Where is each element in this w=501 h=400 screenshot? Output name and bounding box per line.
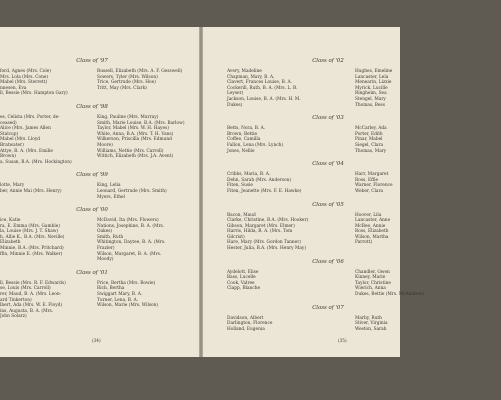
alumna-entry: Fiten, Susie: [227, 183, 253, 189]
alumna-entry: lbert, Ada (Mrs. W. E. Floyd): [0, 303, 63, 309]
alumna-entry: Hare, Mary (Mrs. Gordon Tanner): [227, 240, 301, 246]
alumna-entry: Leonard, Gertrude (Mrs. Smith): [97, 188, 167, 194]
section-right-list: [355, 269, 425, 298]
alumna-entry: Ringheim, Sea: [355, 91, 387, 97]
alumna-entry: Attye, R. A. (Mrs. Emilie: [0, 148, 53, 154]
alumna-entry: Weber, Clara: [355, 188, 384, 194]
section-left-list: [0, 69, 92, 97]
alumna-entry: [0, 195, 92, 201]
alumna-entry: John Solarz): [0, 314, 27, 320]
alumna-entry: Brown): [0, 154, 16, 160]
alumna-entry: Holland, Eugenia: [227, 326, 265, 332]
section-left-list: [227, 172, 345, 194]
section-left-list: [227, 126, 345, 154]
right-book-page: [203, 27, 425, 357]
alumna-entry: Hughes, Emeline: [355, 69, 393, 74]
alumna-entry: Porter, Edith: [355, 131, 383, 137]
alumna-entry: Mrs. Lola (Mrs. Cone): [0, 74, 49, 80]
section-right-list: [97, 218, 197, 263]
alumna-entry: Weston, Sarah: [355, 326, 387, 332]
alumna-entry: Thomas, Mary: [355, 148, 387, 154]
class-heading: Class of '05: [312, 201, 344, 208]
alumna-entry: Myers, Ethel: [97, 194, 125, 200]
section-right-list: [355, 126, 403, 154]
alumna-entry: Taylor, Mabel (Mrs. W. H. Hayes): [97, 126, 169, 132]
alumna-entry: Whitington, Daytee, B. A. (Mrs.: [97, 240, 166, 246]
alumna-entry: Cook, Valree: [227, 280, 255, 286]
alumna-entry: Jackson, Louise, B. A. (Mrs. H. M.: [227, 96, 301, 102]
class-heading: Class of '98: [76, 103, 108, 110]
alumna-entry: Stalcup): [0, 131, 19, 137]
section-right-list: [97, 183, 197, 200]
alumna-entry: Stiver, Virginia: [355, 321, 388, 327]
section-right-list: [355, 69, 403, 108]
alumna-entry: ard Tinkerton): [0, 297, 32, 303]
left-book-page: [0, 27, 199, 357]
alumna-entry: nnesen, Eva: [0, 85, 27, 91]
alumna-entry: Moore): [97, 142, 113, 148]
section-right-list: [97, 115, 197, 165]
column-right: [355, 51, 425, 334]
alumna-entry: Turner, Lena, B. A.: [97, 297, 139, 303]
section-right-list: [97, 69, 197, 97]
alumna-entry: Wilkerson, Priscilla (Mrs. Edmund: [97, 137, 172, 143]
alumna-entry: Hoover, Lila: [355, 212, 382, 218]
alumna-entry: ffin, Minnie E. (Mrs. Walker): [0, 251, 63, 257]
alumna-entry: Harr, Margaret: [355, 172, 389, 178]
alumna-entry: es, Celista (Mrs. Porter, de-: [0, 114, 60, 120]
alumna-entry: Dehn, Sarah (Mrs. Anderson): [227, 177, 292, 183]
alumna-entry: Fiten, Jeanette (Mrs. F. E. Hawke): [227, 188, 302, 194]
alumna-entry: ll, Bessie (Mrs. R. F. Edwards): [0, 280, 66, 286]
section-left-list: [227, 69, 345, 108]
class-heading: Class of '03: [312, 115, 344, 122]
alumna-entry: Clarke, Christine, B.A. (Mrs. Hooker): [227, 218, 309, 224]
alumna-entry: Smith, Ruth: [97, 234, 124, 240]
alumna-entry: ra, E. Emma (Mrs. Gamble): [0, 223, 60, 229]
alumna-entry: Aydelott, Elise: [227, 269, 259, 275]
alumna-entry: Menearin, Lizzie: [355, 80, 392, 86]
alumna-entry: Chapman, Mary, B. A.: [227, 74, 275, 80]
alumna-entry: Parrott): [355, 240, 373, 246]
alumna-entry: Hester, Julia, B.A. (Mrs. Henry May): [227, 246, 307, 252]
alumna-entry: Oakes): [97, 229, 113, 235]
alumna-entry: White, Anna, B.A. (Mrs. T. H. Vans): [97, 131, 174, 137]
alumna-entry: Minnie, B.A. (Mrs. Pritchard): [0, 246, 64, 252]
alumna-entry: Alice (Mrs. James Allen: [0, 126, 51, 132]
alumna-entry: Rich, Bertha: [97, 286, 125, 292]
alumna-entry: a, Susan, B.A. (Mrs. Hockington): [0, 159, 72, 165]
alumna-entry: Betts, Nora, B. A.: [227, 126, 266, 132]
alumna-entry: Fallon, Lena (Mrs. Lynch): [227, 142, 284, 148]
alumna-entry: Trice, Gertrude (Mrs. Hoe): [97, 80, 156, 86]
alumna-entry: Bacon, Maud: [227, 212, 256, 218]
alumna-entry: ice, Katie: [0, 218, 21, 224]
alumna-entry: Lancaster, Lela: [355, 74, 389, 80]
alumna-entry: Cockerill, Ruth, B. A. (Mrs. L. B.: [227, 85, 298, 91]
alumna-entry: [355, 246, 403, 252]
alumna-entry: Pinar, Mabel: [355, 137, 383, 143]
alumna-entry: Wilson, Martha: [355, 234, 389, 240]
alumna-entry: [97, 160, 197, 166]
alumna-entry: Tritt, May (Mrs. Clark): [97, 85, 147, 91]
alumna-entry: Marby, Ruth: [355, 315, 382, 321]
alumna-entry: Dukes, Bettie (Mrs. McAndrew): [355, 292, 425, 298]
alumna-entry: Russell, Elizabeth (Mrs. A. F. Gesswell): [97, 69, 183, 74]
class-heading: Class of '97: [76, 58, 108, 64]
class-heading: Class of '07: [312, 304, 344, 311]
class-heading: Class of '04: [312, 161, 344, 168]
alumna-entry: la, Louise (Mrs. J. T. Shaw): [0, 229, 59, 235]
alumna-entry: Gibson, Margaret (Mrs. Elmer): [227, 223, 295, 229]
alumna-entry: Leyser): [227, 91, 244, 97]
alumna-entry: King, Pauline (Mrs. Murray): [97, 114, 159, 120]
alumna-entry: Dukes): [227, 102, 243, 108]
class-heading: Class of '01: [76, 269, 108, 276]
section-left-list: [227, 316, 345, 333]
alumna-entry: Clavert, Frances Louise, B. A.: [227, 80, 293, 86]
column-right: [97, 51, 197, 322]
alumna-entry: lotte, Mary: [0, 183, 25, 189]
alumna-entry: Chandler, Gwen: [355, 269, 390, 275]
alumna-entry: Stengel, Mary: [355, 96, 386, 102]
alumna-entry: Kinney, Marie: [355, 275, 386, 281]
alumna-entry: Williams, Nettie (Mrs. Carroll): [97, 148, 164, 154]
alumna-entry: McBee, Annie: [355, 223, 386, 229]
alumna-entry: ll, Bessie (Mrs. Hampton Gary): [0, 91, 68, 97]
alumna-entry: Price, Bertha (Mrs. Bowie): [97, 280, 156, 286]
alumna-entry: King, Lelia: [97, 183, 121, 189]
alumna-entry: Coffee, Camilla: [227, 137, 261, 143]
alumna-entry: Clapp, Blanche: [227, 286, 261, 292]
section-left-list: [0, 115, 92, 165]
alumna-entry: Gilcrist): [227, 234, 245, 240]
alumna-entry: Mabel (Mrs. Lloyd: [0, 137, 41, 143]
alumna-entry: Wilson, Marie (Mrs. Wilson): [97, 303, 159, 309]
alumna-entry: [97, 314, 197, 320]
section-right-list: [97, 281, 197, 320]
alumna-entry: McCarley, Ada: [355, 126, 387, 132]
alumna-entry: Bratwater): [0, 142, 24, 148]
section-left-list: [0, 183, 92, 200]
section-left-list: [227, 270, 345, 298]
alumna-entry: [0, 257, 92, 263]
alumna-entry: ford, Agnes (Mrs. Cole): [0, 69, 51, 74]
alumna-entry: Bass, Lucelle: [227, 275, 256, 281]
alumna-entry: Wittich, Elizabeth (Mrs. J.A. Avent): [97, 154, 174, 160]
class-heading: Class of '99: [76, 172, 108, 179]
alumna-entry: Darlington, Florence: [227, 321, 273, 327]
alumna-entry: Smith, Marie Louise, B.A. (Mrs. Barlow): [97, 120, 185, 126]
alumna-entry: Ross, Effie: [355, 177, 379, 183]
alumna-entry: Siegel, Clara: [355, 142, 384, 148]
alumna-entry: Moody): [97, 257, 114, 263]
alumna-entry: Thomas, Bess: [355, 102, 385, 108]
alumna-entry: Nations, Josephine, B. A. (Mrs.: [97, 223, 165, 229]
alumna-entry: [97, 91, 197, 97]
section-left-list: [227, 213, 345, 252]
section-left-list: [0, 218, 92, 263]
section-right-list: [355, 172, 403, 194]
class-heading: Class of '06: [312, 258, 344, 265]
alumna-entry: Ross, Elizabeth: [355, 229, 389, 235]
class-heading: Class of '00: [76, 207, 108, 214]
page-number: (34): [92, 338, 101, 343]
alumna-entry: ber, Annie Mai (Mrs. Henry): [0, 188, 62, 194]
alumna-entry: Harris, Hilda, B. A. (Mrs. Tom: [227, 229, 293, 235]
alumna-entry: Myrick, Lucille: [355, 85, 388, 91]
alumna-entry: Wilson, Margaret, B. A. (Mrs.: [97, 251, 162, 257]
alumna-entry: rer, Maud, B. A. (Mrs. Leon-: [0, 292, 62, 298]
alumna-entry: se, Louis (Mrs. Carroll): [0, 286, 51, 292]
alumna-entry: Davidson, Albert: [227, 315, 264, 321]
alumna-entry: Sowers, Tyler (Mrs. Wilson): [97, 74, 158, 80]
column-left: [227, 51, 345, 334]
alumna-entry: Warner, Florence: [355, 183, 393, 189]
alumna-entry: ceased): [0, 120, 17, 126]
alumna-entry: Mabel (Mrs. Sterrett): [0, 80, 48, 86]
alumna-entry: Frazier): [97, 246, 115, 252]
alumna-entry: Swiggart Mary, B. A.: [97, 292, 143, 298]
alumna-entry: Elizabeth: [0, 240, 21, 246]
alumna-entry: Brown, Bettie: [227, 131, 258, 137]
alumna-entry: Taylor, Christine: [355, 280, 391, 286]
alumna-entry: Lancaster, Anne: [355, 218, 391, 224]
alumna-entry: Jones, Nellie: [227, 148, 255, 154]
class-heading: Class of '02: [312, 58, 344, 64]
section-right-list: [355, 213, 403, 252]
alumna-entry: McDavid, Ita (Mrs. Flowers): [97, 218, 159, 224]
alumna-entry: h, Allie K., B.A. (Mrs. Neville): [0, 234, 65, 240]
alumna-entry: Wierich, Anna: [355, 286, 386, 292]
alumna-entry: ins, Augusta, B. A. (Mrs.: [0, 308, 54, 314]
page-number: (35): [338, 338, 347, 343]
section-left-list: [0, 281, 92, 320]
alumna-entry: Cribbs, Maria, B. A.: [227, 172, 271, 178]
alumna-entry: Avery, Madeline: [227, 69, 262, 74]
section-right-list: [355, 316, 403, 333]
alumna-entry: [227, 292, 345, 298]
